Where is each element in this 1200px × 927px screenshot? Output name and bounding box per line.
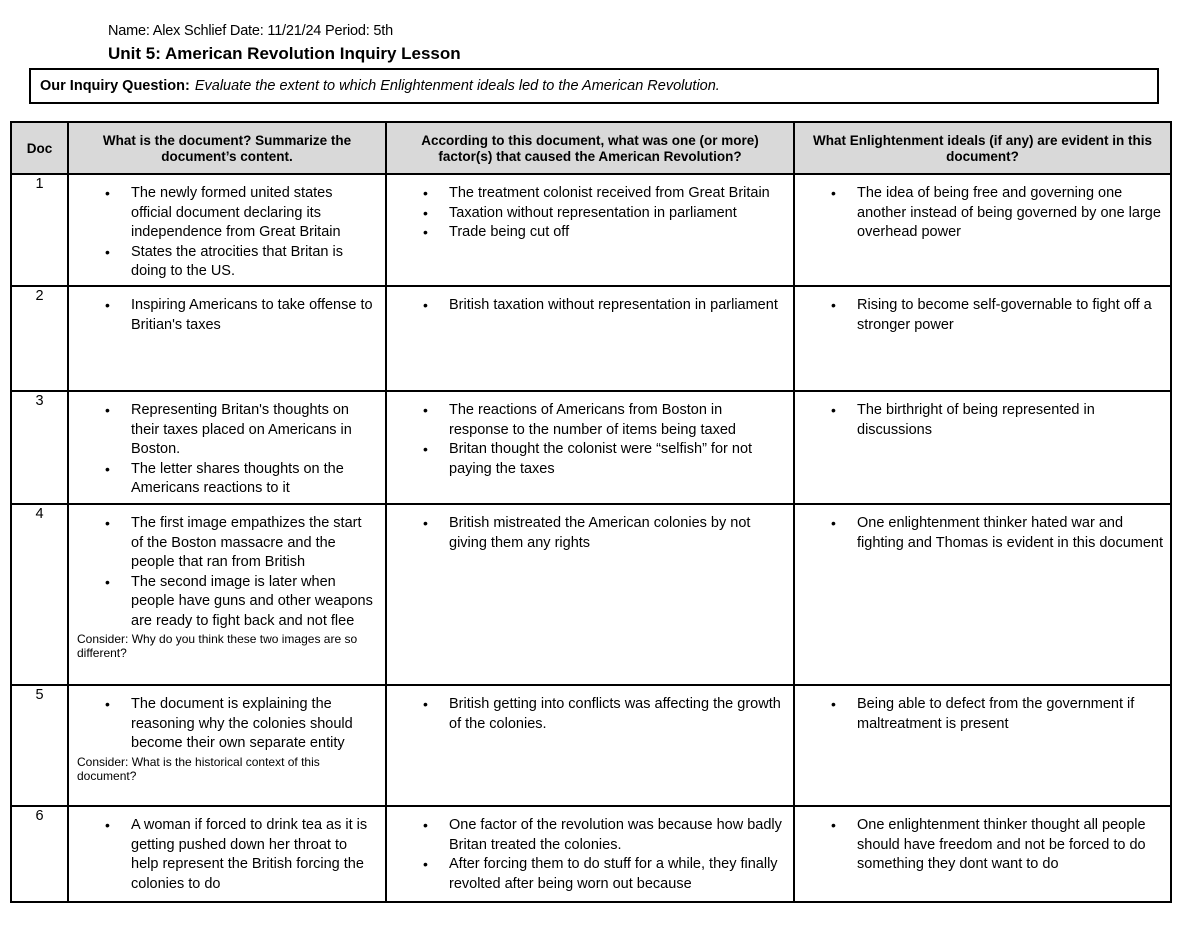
ideals-list <box>795 392 1170 440</box>
list-item: • Being able to defect from the government if maltreatment is present <box>857 695 1164 734</box>
list-item: • Representing Britan's thoughts on their taxes placed on Americans in Boston. <box>131 401 377 460</box>
summary-list <box>69 686 385 754</box>
list-item: • British mistreated the American colonies by not giving them any rights <box>449 514 785 553</box>
ideals-cell <box>794 806 1171 902</box>
list-item: • Rising to become self-governable to fight off a stronger power <box>857 296 1164 335</box>
factors-list <box>387 392 793 479</box>
summary-cell <box>68 806 386 902</box>
list-item: • The first image empathizes the start of the Boston massacre and the people that ran from British <box>131 514 377 573</box>
ideals-list <box>795 287 1170 335</box>
doc-number: 4 <box>11 504 68 685</box>
inquiry-label: Our Inquiry Question: <box>40 78 190 94</box>
factors-list <box>387 287 793 316</box>
header-doc: Doc <box>11 122 68 174</box>
list-item: • The second image is later when people have guns and other weapons are ready to fight back and not flee <box>131 573 377 632</box>
inquiry-table <box>10 121 1172 903</box>
list-item: • A woman if forced to drink tea as it is getting pushed down her throat to help represent the British forcing the colonies to do <box>131 816 377 894</box>
ideals-list <box>795 505 1170 553</box>
summary-list <box>69 175 385 282</box>
ideals-cell <box>794 504 1171 685</box>
ideals-cell <box>794 286 1171 391</box>
factors-cell <box>386 685 794 806</box>
inquiry-question-box <box>29 68 1159 104</box>
list-item: • Taxation without representation in parliament <box>449 204 785 224</box>
list-item: • Trade being cut off <box>449 223 785 243</box>
table-header-row <box>11 122 1171 174</box>
list-item: • One factor of the revolution was because how badly Britan treated the colonies. <box>449 816 785 855</box>
doc-number: 5 <box>11 685 68 806</box>
list-item: • One enlightenment thinker thought all people should have freedom and not be forced to do something they dont want to do <box>857 816 1164 875</box>
unit-title: Unit 5: American Revolution Inquiry Lesson <box>108 44 461 63</box>
list-item: • The document is explaining the reasoning why the colonies should become their own separate entity <box>131 695 377 754</box>
summary-list <box>69 807 385 894</box>
ideals-cell <box>794 685 1171 806</box>
list-item: • The birthright of being represented in discussions <box>857 401 1164 440</box>
list-item: • British taxation without representation in parliament <box>449 296 785 316</box>
doc-number: 3 <box>11 391 68 504</box>
summary-cell <box>68 685 386 806</box>
ideals-list <box>795 807 1170 875</box>
list-item: • The treatment colonist received from Great Britain <box>449 184 785 204</box>
doc-number: 6 <box>11 806 68 902</box>
table-row <box>11 174 1171 286</box>
factors-cell <box>386 391 794 504</box>
list-item: • The idea of being free and governing one another instead of being governed by one large overhead power <box>857 184 1164 243</box>
doc-number: 2 <box>11 286 68 391</box>
factors-list <box>387 505 793 553</box>
list-item: • The newly formed united states official document declaring its independence from Great Britain <box>131 184 377 243</box>
header-summary: What is the document? Summarize the document’s content. <box>68 122 386 174</box>
factors-cell <box>386 174 794 286</box>
factors-cell <box>386 806 794 902</box>
list-item: • The reactions of Americans from Boston in response to the number of items being taxed <box>449 401 785 440</box>
list-item: • One enlightenment thinker hated war and fighting and Thomas is evident in this document <box>857 514 1164 553</box>
ideals-cell <box>794 174 1171 286</box>
inquiry-question: Evaluate the extent to which Enlightenment ideals led to the American Revolution. <box>194 78 720 94</box>
factors-cell <box>386 504 794 685</box>
list-item: • Inspiring Americans to take offense to Britian's taxes <box>131 296 377 335</box>
summary-cell <box>68 286 386 391</box>
list-item: • States the atrocities that Britan is doing to the US. <box>131 243 377 282</box>
table-row <box>11 806 1171 902</box>
factors-list <box>387 807 793 894</box>
ideals-cell <box>794 391 1171 504</box>
summary-list <box>69 392 385 499</box>
table-row <box>11 685 1171 806</box>
table-row <box>11 504 1171 685</box>
factors-list <box>387 175 793 243</box>
factors-cell <box>386 286 794 391</box>
summary-list <box>69 287 385 335</box>
list-item: • The letter shares thoughts on the Americans reactions to it <box>131 460 377 499</box>
summary-cell <box>68 174 386 286</box>
header-ideals: What Enlightenment ideals (if any) are evident in this document? <box>794 122 1171 174</box>
list-item: • After forcing them to do stuff for a while, they finally revolted after being worn out because <box>449 855 785 894</box>
consider-prompt: Consider: Why do you think these two images are so different? <box>77 632 358 660</box>
summary-cell <box>68 391 386 504</box>
list-item: • Britan thought the colonist were “selfish” for not paying the taxes <box>449 440 785 479</box>
table-row <box>11 391 1171 504</box>
ideals-list <box>795 686 1170 734</box>
student-info-line: Name: Alex Schlief Date: 11/21/24 Period: 5th <box>108 23 393 39</box>
list-item: • British getting into conflicts was affecting the growth of the colonies. <box>449 695 785 734</box>
table-row <box>11 286 1171 391</box>
consider-prompt: Consider: What is the historical context of this document? <box>77 754 320 783</box>
factors-list <box>387 686 793 734</box>
header-factors: According to this document, what was one (or more) factor(s) that caused the American Revolution? <box>386 122 794 174</box>
ideals-list <box>795 175 1170 243</box>
summary-list <box>69 505 385 631</box>
summary-cell <box>68 504 386 685</box>
doc-number: 1 <box>11 174 68 286</box>
